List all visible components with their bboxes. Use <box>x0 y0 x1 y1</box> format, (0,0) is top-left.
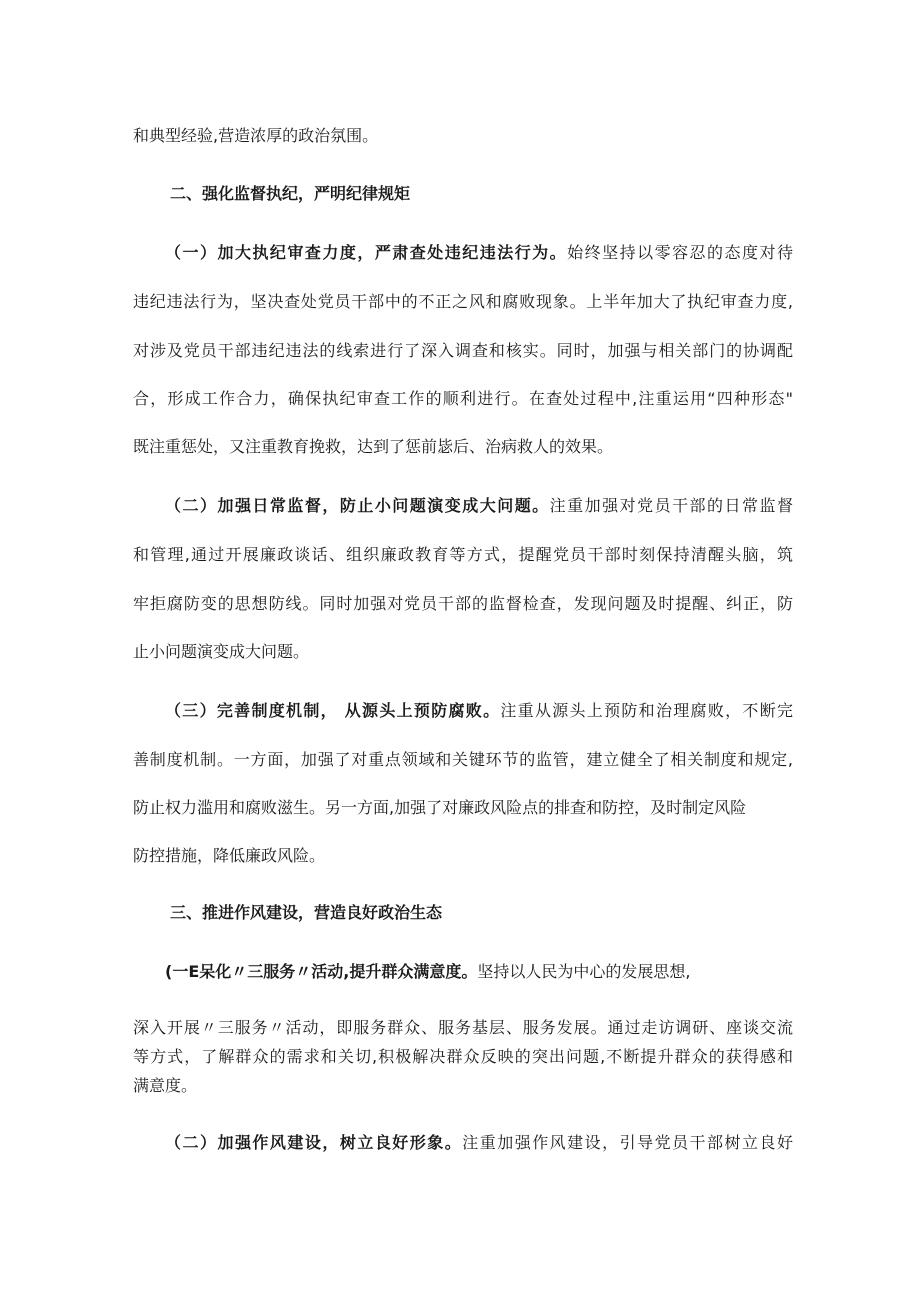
paragraph-text: 注重从源头上预防和治理腐败，不断完 <box>500 701 793 720</box>
paragraph-line: 对涉及党员干部违纪违法的线索进行了深入调查和核实。同时，加强与相关部门的协调配 <box>133 341 793 360</box>
section-heading-3: 三、推进作风建设，营造良好政治生态 <box>170 903 443 922</box>
paragraph-text: 注重加强作风建设，引导党员干部树立良好 <box>462 1133 793 1152</box>
paragraph-line: 和典型经验,营造浓厚的政治氛围。 <box>133 126 379 145</box>
paragraph-first-line <box>165 495 793 517</box>
paragraph-line: 等方式，了解群众的需求和关切,积极解决群众反映的突出问题,不断提升群众的获得感和 <box>133 1047 793 1066</box>
paragraph-line: 既注重惩处，又注重教育挽救，达到了惩前毖后、治病救人的效果。 <box>133 437 614 456</box>
paragraph-text: 始终坚持以零容忍的态度对待 <box>567 243 793 262</box>
paragraph-first-line <box>165 1132 793 1154</box>
section-heading-2: 二、强化监督执纪，严明纪律规矩 <box>170 184 411 203</box>
paragraph-line: 止小问题演变成大问题。 <box>133 642 310 661</box>
paragraph-text: 注重加强对党员干部的日常监督 <box>549 496 793 515</box>
paragraph-line: 防止权力滥用和腐败滋生。另一方面,加强了对廉政风险点的排查和防控，及时制定风险 <box>133 798 747 817</box>
paragraph-line: 合，形成工作合力，确保执纪审查工作的顺利进行。在查处过程中,注重运用“四种形态" <box>133 389 793 408</box>
subsection-lead-2: （二）加强日常监督，防止小问题演变成大问题。 <box>165 496 550 515</box>
paragraph-first-line <box>165 242 793 264</box>
paragraph-first-line <box>165 961 793 983</box>
paragraph-text: 坚持以人民为中心的发展思想, <box>477 962 691 981</box>
paragraph-line: 牢拒腐防变的思想防线。同时加强对党员干部的监督检查，发现问题及时提醒、纠正，防 <box>133 594 793 613</box>
subsection-lead-1: （一）加大执纪审查力度，严肃查处违纪违法行为。 <box>165 243 568 262</box>
paragraph-line: 防控措施，降低廉政风险。 <box>133 846 326 865</box>
subsection-lead-4: (一E呆化〃三服务〃活动,提升群众满意度。 <box>165 962 478 981</box>
paragraph-line: 深入开展〃三服务〃活动，即服务群众、服务基层、服务发展。通过走访调研、座谈交流 <box>133 1018 793 1037</box>
paragraph-line: 善制度机制。一方面，加强了对重点领域和关键环节的监管，建立健全了相关制度和规定, <box>133 750 793 769</box>
subsection-lead-3: （三）完善制度机制， 从源头上预防腐败。 <box>165 701 501 720</box>
paragraph-line: 违纪违法行为，坚决查处党员干部中的不正之风和腐败现象。上半年加大了执纪审查力度, <box>133 292 793 311</box>
paragraph-line: 和管理,通过开展廉政谈话、组织廉政教育等方式，提醒党员干部时刻保持清醒头脑，筑 <box>133 545 793 564</box>
subsection-lead-5: （二）加强作风建设，树立良好形象。 <box>165 1133 463 1152</box>
paragraph-first-line <box>165 700 793 722</box>
paragraph-line: 满意度。 <box>133 1076 198 1095</box>
